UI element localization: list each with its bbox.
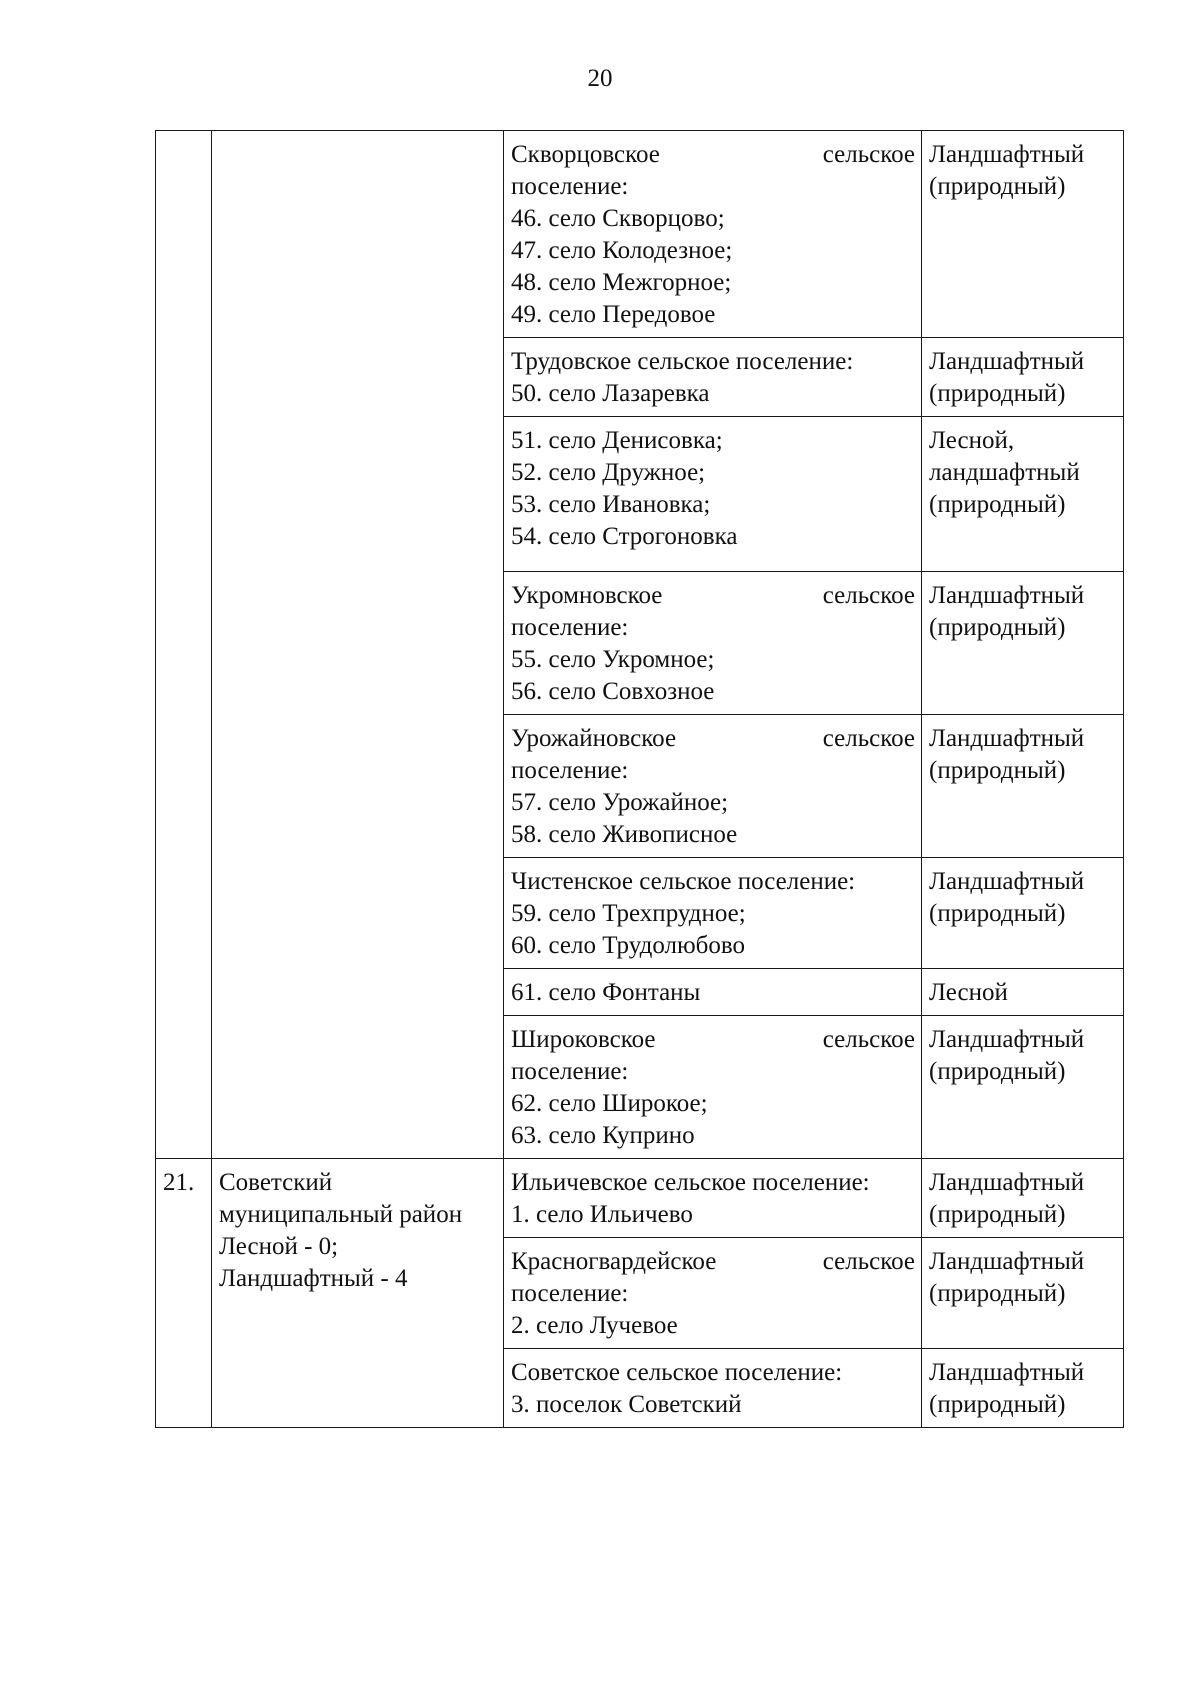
settlement-cell [504,1238,922,1349]
list-item: 2. село Лучевое [511,1312,678,1339]
settlement-cell [504,131,922,338]
district-forest-count: Лесной - 0; [219,1233,339,1260]
row-number-cell: 21. [156,1159,212,1428]
table-row [156,131,1124,338]
settlement-cell [504,969,922,1016]
settlement-cell [504,715,922,858]
list-item: 3. поселок Советский [511,1391,742,1418]
district-name: муниципальный район [219,1201,463,1228]
list-item: 52. село Дружное; [511,459,706,486]
list-item: 57. село Урожайное; [511,789,729,816]
settlement-heading: Трудовское сельское поселение: [511,348,854,375]
list-item: 60. село Трудолюбово [511,932,746,959]
district-landscape-count: Ландшафтный - 4 [219,1265,408,1292]
settlement-heading: Советское сельское поселение: [511,1359,843,1386]
page-number: 20 [587,65,613,92]
settlement-cell [504,417,922,572]
settlement-heading: Урожайновское сельское [511,725,915,752]
settlement-cell [504,572,922,715]
list-item: 53. село Ивановка; [511,491,711,518]
list-item: поселение: [511,173,629,200]
type-cell: Ландшафтный (природный) [922,1238,1124,1349]
type-cell: Ландшафтный (природный) [922,1016,1124,1159]
settlement-heading: Ильичевское сельское поселение: [511,1169,870,1196]
settlement-cell [504,1349,922,1428]
district-cell-continued [212,131,504,1159]
settlement-cell [504,1016,922,1159]
type-cell: Лесной [922,969,1124,1016]
list-item: поселение: [511,1280,629,1307]
list-item: 63. село Куприно [511,1122,695,1149]
type-cell: Ландшафтный (природный) [922,715,1124,858]
type-cell: Лесной, ландшафтный (природный) [922,417,1124,572]
settlements-table [155,130,1124,1428]
settlement-cell [504,338,922,417]
settlement-heading: Укромновское сельское [511,582,915,609]
list-item: 62. село Широкое; [511,1090,708,1117]
list-item: 47. село Колодезное; [511,237,733,264]
list-item: 51. село Денисовка; [511,427,723,454]
type-cell: Ландшафтный (природный) [922,131,1124,338]
list-item: 55. село Укромное; [511,646,715,673]
table-row [156,1159,1124,1238]
type-cell: Ландшафтный (природный) [922,1159,1124,1238]
list-item: поселение: [511,757,629,784]
type-cell: Ландшафтный (природный) [922,338,1124,417]
district-cell [212,1159,504,1428]
list-item: 54. село Строгоновка [511,523,738,550]
settlement-heading: Красногвардейское сельское [511,1248,915,1275]
list-item: 48. село Межгорное; [511,269,732,296]
list-item: 46. село Скворцово; [511,205,725,232]
row-number-cell-continued [156,131,212,1159]
list-item: 56. село Совхозное [511,678,715,705]
type-cell: Ландшафтный (природный) [922,858,1124,969]
list-item: поселение: [511,614,629,641]
list-item: поселение: [511,1058,629,1085]
list-item: 1. село Ильичево [511,1201,693,1228]
list-item: 50. село Лазаревка [511,380,710,407]
settlement-heading: Скворцовское сельское [511,141,915,168]
settlement-cell [504,858,922,969]
settlement-heading: Чистенское сельское поселение: [511,868,856,895]
type-cell: Ландшафтный (природный) [922,1349,1124,1428]
settlement-cell [504,1159,922,1238]
list-item: 58. село Живописное [511,821,738,848]
list-item: 59. село Трехпрудное; [511,900,746,927]
district-name: Советский [219,1169,333,1196]
list-item: 49. село Передовое [511,301,716,328]
type-cell: Ландшафтный (природный) [922,572,1124,715]
list-item: 61. село Фонтаны [511,979,701,1006]
settlement-heading: Широковское сельское [511,1026,915,1053]
